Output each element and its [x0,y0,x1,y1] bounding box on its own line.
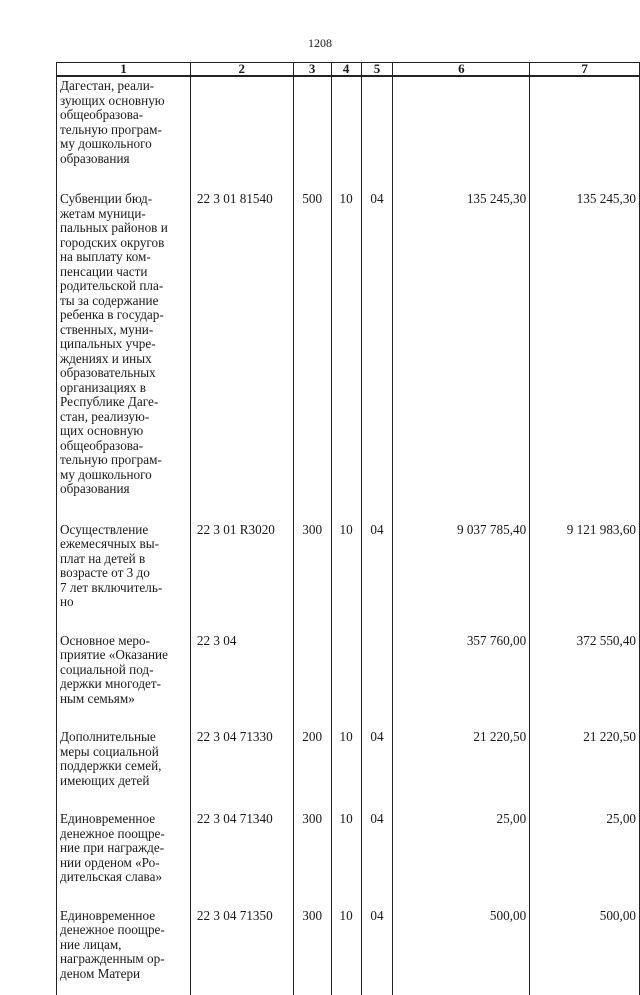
row-name: Единовременное денежное поощре- ние лицам, награжденным ор- деном Матери [57,909,191,995]
col-header-7: 7 [530,63,640,77]
row-col3: 300 [293,812,331,909]
row-name: Субвенции бюд- жетам муници- пальных районов и городских округов на выплату ком- пенсации части родительской пла- ты за содержание ребенка в государ- ственных, муни- ципальных учре- ждениях и иных образовательных организациях в Республике Даге- стан, реализую- щих основную общеобразова- тельную програм- му дошкольного образования [57,190,191,521]
row-col3 [293,634,331,731]
row-value-7: 21 220,50 [530,730,640,812]
row-col4: 10 [331,190,361,521]
row-value-6: 21 220,50 [393,730,530,812]
row-value-7: 500,00 [530,909,640,995]
row-name: Дагестан, реали- зующих основную общеобразова- тельную програм- му дошкольного образования [57,76,191,190]
row-code [190,76,293,190]
table-row [57,634,640,731]
row-col5: 04 [361,521,393,634]
row-col4: 10 [331,909,361,995]
row-value-7: 25,00 [530,812,640,909]
row-value-6: 135 245,30 [393,190,530,521]
table-row [57,909,640,995]
header-row [57,63,640,77]
row-value-6: 357 760,00 [393,634,530,731]
row-col3: 200 [293,730,331,812]
row-value-7 [530,76,640,190]
row-col5 [361,634,393,731]
col-header-2: 2 [190,63,293,77]
row-col5: 04 [361,812,393,909]
row-code: 22 3 04 71330 [190,730,293,812]
row-col3: 300 [293,909,331,995]
row-name: Единовременное денежное поощре- ние при награжде- нии орденом «Ро- дительская слава» [57,812,191,909]
row-name: Дополнительные меры социальной поддержки семей, имеющих детей [57,730,191,812]
table-row [57,812,640,909]
row-col3 [293,76,331,190]
row-col5: 04 [361,190,393,521]
col-header-1: 1 [57,63,191,77]
page-number: 1208 [0,36,640,51]
row-value-7: 9 121 983,60 [530,521,640,634]
row-col5: 04 [361,730,393,812]
row-code: 22 3 04 71350 [190,909,293,995]
budget-table [56,62,640,995]
row-value-6 [393,76,530,190]
row-code: 22 3 01 81540 [190,190,293,521]
row-code: 22 3 01 R3020 [190,521,293,634]
table-row [57,521,640,634]
table-row [57,730,640,812]
row-code: 22 3 04 [190,634,293,731]
col-header-5: 5 [361,63,393,77]
row-name: Осуществление ежемесячных вы- плат на детей в возрасте от 3 до 7 лет включитель- но [57,521,191,634]
row-value-7: 135 245,30 [530,190,640,521]
table-row [57,76,640,190]
row-col5 [361,76,393,190]
row-value-6: 9 037 785,40 [393,521,530,634]
row-col3: 300 [293,521,331,634]
row-col4: 10 [331,521,361,634]
row-col5: 04 [361,909,393,995]
row-col4: 10 [331,730,361,812]
col-header-6: 6 [393,63,530,77]
row-col4: 10 [331,812,361,909]
col-header-3: 3 [293,63,331,77]
row-value-7: 372 550,40 [530,634,640,731]
row-value-6: 500,00 [393,909,530,995]
row-col4 [331,634,361,731]
row-value-6: 25,00 [393,812,530,909]
table-row [57,190,640,521]
row-col3: 500 [293,190,331,521]
row-code: 22 3 04 71340 [190,812,293,909]
row-name: Основное меро- приятие «Оказание социальной под- держки многодет- ным семьям» [57,634,191,731]
row-col4 [331,76,361,190]
col-header-4: 4 [331,63,361,77]
